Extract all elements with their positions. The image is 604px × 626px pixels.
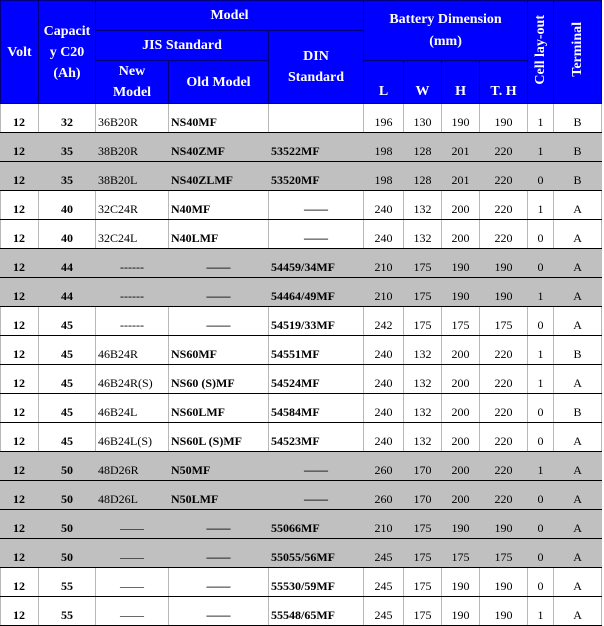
cell-terminal: A bbox=[554, 249, 602, 278]
cell-length: 210 bbox=[364, 510, 404, 539]
cell-length: 245 bbox=[364, 539, 404, 568]
cell-terminal: A bbox=[554, 597, 602, 626]
cell-capacity: 40 bbox=[39, 191, 96, 220]
cell-length: 198 bbox=[364, 133, 404, 162]
cell-capacity: 45 bbox=[39, 336, 96, 365]
cell-width: 175 bbox=[404, 307, 442, 336]
cell-terminal: A bbox=[554, 278, 602, 307]
cell-total-height: 175 bbox=[480, 307, 528, 336]
cell-total-height: 220 bbox=[480, 394, 528, 423]
cell-capacity: 50 bbox=[39, 452, 96, 481]
terminal-label: Terminal bbox=[570, 22, 586, 77]
cell-layout-value: 0 bbox=[528, 162, 554, 191]
header-old-model: Old Model bbox=[169, 61, 269, 104]
cell-height: 190 bbox=[442, 104, 480, 133]
cell-din-standard: 53522MF bbox=[269, 133, 364, 162]
table-row bbox=[1, 249, 602, 278]
cell-layout-value: 1 bbox=[528, 336, 554, 365]
header-w: W bbox=[404, 61, 442, 104]
cell-length: 240 bbox=[364, 220, 404, 249]
cell-din-standard: 54459/34MF bbox=[269, 249, 364, 278]
cell-height: 190 bbox=[442, 249, 480, 278]
cell-width: 132 bbox=[404, 365, 442, 394]
cell-din-standard: 54551MF bbox=[269, 336, 364, 365]
cell-total-height: 175 bbox=[480, 539, 528, 568]
cell-din-standard: —— bbox=[269, 481, 364, 510]
cell-volt: 12 bbox=[1, 307, 39, 336]
table-row bbox=[1, 539, 602, 568]
cell-length: 245 bbox=[364, 597, 404, 626]
cell-height: 175 bbox=[442, 307, 480, 336]
cell-capacity: 45 bbox=[39, 365, 96, 394]
cell-length: 260 bbox=[364, 481, 404, 510]
cell-terminal: B bbox=[554, 394, 602, 423]
cell-layout-value: 1 bbox=[528, 191, 554, 220]
cell-height: 190 bbox=[442, 510, 480, 539]
cell-total-height: 190 bbox=[480, 278, 528, 307]
table-row bbox=[1, 220, 602, 249]
cell-old-model: —— bbox=[169, 539, 269, 568]
cell-new-model: 32C24L bbox=[96, 220, 169, 249]
cell-volt: 12 bbox=[1, 104, 39, 133]
cell-din-standard: —— bbox=[269, 191, 364, 220]
cell-din-standard: 53520MF bbox=[269, 162, 364, 191]
cell-new-model: 46B24R bbox=[96, 336, 169, 365]
cell-total-height: 220 bbox=[480, 365, 528, 394]
cell-length: 240 bbox=[364, 336, 404, 365]
header-capacity: Capacit y C20 (Ah) bbox=[39, 1, 96, 104]
cell-volt: 12 bbox=[1, 162, 39, 191]
cell-terminal: A bbox=[554, 510, 602, 539]
cell-height: 201 bbox=[442, 162, 480, 191]
cell-layout-value: 1 bbox=[528, 133, 554, 162]
cell-total-height: 220 bbox=[480, 162, 528, 191]
cell-capacity: 45 bbox=[39, 307, 96, 336]
cell-terminal: B bbox=[554, 162, 602, 191]
cell-capacity: 45 bbox=[39, 423, 96, 452]
cell-length: 198 bbox=[364, 162, 404, 191]
cell-layout-value: 1 bbox=[528, 365, 554, 394]
table-row bbox=[1, 104, 602, 133]
header-din-standard: DIN Standard bbox=[269, 31, 364, 104]
cell-old-model: —— bbox=[169, 597, 269, 626]
cell-total-height: 190 bbox=[480, 104, 528, 133]
cell-layout-value: 1 bbox=[528, 278, 554, 307]
cell-volt: 12 bbox=[1, 423, 39, 452]
cell-length: 242 bbox=[364, 307, 404, 336]
cell-capacity: 50 bbox=[39, 510, 96, 539]
cell-new-model: 38B20L bbox=[96, 162, 169, 191]
cell-width: 130 bbox=[404, 104, 442, 133]
cell-volt: 12 bbox=[1, 191, 39, 220]
cell-width: 132 bbox=[404, 423, 442, 452]
cell-din-standard: 54519/33MF bbox=[269, 307, 364, 336]
cell-old-model: —— bbox=[169, 307, 269, 336]
cell-layout-value: 0 bbox=[528, 510, 554, 539]
cell-old-model: NS40MF bbox=[169, 104, 269, 133]
cell-volt: 12 bbox=[1, 568, 39, 597]
cell-layout-label: Cell lay-out bbox=[533, 14, 549, 85]
cell-total-height: 190 bbox=[480, 597, 528, 626]
header-jis-standard: JIS Standard bbox=[96, 31, 269, 61]
cell-height: 175 bbox=[442, 539, 480, 568]
cell-volt: 12 bbox=[1, 394, 39, 423]
cell-height: 200 bbox=[442, 191, 480, 220]
cell-volt: 12 bbox=[1, 220, 39, 249]
cell-height: 200 bbox=[442, 423, 480, 452]
cell-new-model: 36B20R bbox=[96, 104, 169, 133]
table-row bbox=[1, 452, 602, 481]
cell-length: 210 bbox=[364, 278, 404, 307]
cell-layout-value: 0 bbox=[528, 307, 554, 336]
cell-height: 201 bbox=[442, 133, 480, 162]
cell-layout-value: 0 bbox=[528, 539, 554, 568]
cell-width: 175 bbox=[404, 278, 442, 307]
table-header bbox=[1, 1, 602, 104]
cell-height: 200 bbox=[442, 481, 480, 510]
cell-total-height: 220 bbox=[480, 481, 528, 510]
table-row bbox=[1, 394, 602, 423]
cell-din-standard: —— bbox=[269, 220, 364, 249]
cell-capacity: 32 bbox=[39, 104, 96, 133]
cell-volt: 12 bbox=[1, 597, 39, 626]
header-new-model: New Model bbox=[96, 61, 169, 104]
cell-height: 200 bbox=[442, 220, 480, 249]
cell-volt: 12 bbox=[1, 249, 39, 278]
cell-old-model: NS60L (S)MF bbox=[169, 423, 269, 452]
cell-layout-value: 0 bbox=[528, 568, 554, 597]
header-h: H bbox=[442, 61, 480, 104]
header-l: L bbox=[364, 61, 404, 104]
table-row bbox=[1, 568, 602, 597]
cell-old-model: N50LMF bbox=[169, 481, 269, 510]
cell-terminal: B bbox=[554, 336, 602, 365]
cell-layout-value: 0 bbox=[528, 394, 554, 423]
cell-new-model: —— bbox=[96, 510, 169, 539]
cell-total-height: 220 bbox=[480, 336, 528, 365]
cell-old-model: N50MF bbox=[169, 452, 269, 481]
cell-old-model: —— bbox=[169, 278, 269, 307]
cell-terminal: A bbox=[554, 423, 602, 452]
cell-height: 200 bbox=[442, 365, 480, 394]
cell-width: 175 bbox=[404, 597, 442, 626]
cell-old-model: NS60 (S)MF bbox=[169, 365, 269, 394]
cell-capacity: 50 bbox=[39, 539, 96, 568]
cell-capacity: 45 bbox=[39, 394, 96, 423]
table-row bbox=[1, 133, 602, 162]
cell-width: 128 bbox=[404, 133, 442, 162]
cell-length: 196 bbox=[364, 104, 404, 133]
cell-height: 190 bbox=[442, 597, 480, 626]
cell-terminal: A bbox=[554, 568, 602, 597]
cell-capacity: 55 bbox=[39, 568, 96, 597]
cell-layout-value: 0 bbox=[528, 249, 554, 278]
table-row bbox=[1, 423, 602, 452]
cell-height: 200 bbox=[442, 452, 480, 481]
cell-width: 132 bbox=[404, 336, 442, 365]
table-row bbox=[1, 307, 602, 336]
cell-din-standard: —— bbox=[269, 452, 364, 481]
cell-width: 132 bbox=[404, 394, 442, 423]
table-row bbox=[1, 191, 602, 220]
cell-volt: 12 bbox=[1, 481, 39, 510]
cell-volt: 12 bbox=[1, 510, 39, 539]
cell-capacity: 35 bbox=[39, 133, 96, 162]
cell-total-height: 220 bbox=[480, 423, 528, 452]
table-row bbox=[1, 481, 602, 510]
cell-new-model: 46B24L(S) bbox=[96, 423, 169, 452]
cell-din-standard: 54524MF bbox=[269, 365, 364, 394]
cell-length: 210 bbox=[364, 249, 404, 278]
table-row bbox=[1, 365, 602, 394]
header-model: Model bbox=[96, 1, 364, 31]
cell-layout-value: 1 bbox=[528, 104, 554, 133]
cell-total-height: 190 bbox=[480, 249, 528, 278]
cell-din-standard: 54464/49MF bbox=[269, 278, 364, 307]
cell-layout-value: 1 bbox=[528, 452, 554, 481]
cell-capacity: 40 bbox=[39, 220, 96, 249]
header-th: T. H bbox=[480, 61, 528, 104]
table-body bbox=[1, 104, 602, 626]
cell-width: 175 bbox=[404, 510, 442, 539]
cell-terminal: A bbox=[554, 191, 602, 220]
header-terminal bbox=[554, 1, 602, 104]
cell-new-model: ------ bbox=[96, 278, 169, 307]
cell-old-model: NS60LMF bbox=[169, 394, 269, 423]
cell-total-height: 190 bbox=[480, 510, 528, 539]
table-row bbox=[1, 162, 602, 191]
table-row bbox=[1, 510, 602, 539]
header-cell-layout bbox=[528, 1, 554, 104]
cell-height: 200 bbox=[442, 336, 480, 365]
cell-width: 170 bbox=[404, 481, 442, 510]
cell-width: 175 bbox=[404, 568, 442, 597]
cell-total-height: 190 bbox=[480, 568, 528, 597]
cell-layout-value: 0 bbox=[528, 481, 554, 510]
cell-length: 240 bbox=[364, 394, 404, 423]
cell-new-model: —— bbox=[96, 597, 169, 626]
cell-total-height: 220 bbox=[480, 133, 528, 162]
cell-new-model: ------ bbox=[96, 307, 169, 336]
cell-volt: 12 bbox=[1, 365, 39, 394]
cell-old-model: N40MF bbox=[169, 191, 269, 220]
cell-volt: 12 bbox=[1, 539, 39, 568]
cell-length: 240 bbox=[364, 191, 404, 220]
cell-capacity: 44 bbox=[39, 249, 96, 278]
cell-new-model: 32C24R bbox=[96, 191, 169, 220]
cell-width: 175 bbox=[404, 249, 442, 278]
cell-terminal: A bbox=[554, 365, 602, 394]
cell-length: 260 bbox=[364, 452, 404, 481]
cell-capacity: 55 bbox=[39, 597, 96, 626]
cell-new-model: 46B24L bbox=[96, 394, 169, 423]
cell-new-model: —— bbox=[96, 539, 169, 568]
table-row bbox=[1, 278, 602, 307]
cell-width: 175 bbox=[404, 539, 442, 568]
cell-total-height: 220 bbox=[480, 191, 528, 220]
cell-volt: 12 bbox=[1, 452, 39, 481]
cell-new-model: —— bbox=[96, 568, 169, 597]
cell-width: 128 bbox=[404, 162, 442, 191]
cell-layout-value: 0 bbox=[528, 220, 554, 249]
table-row bbox=[1, 597, 602, 626]
cell-width: 132 bbox=[404, 220, 442, 249]
cell-terminal: B bbox=[554, 104, 602, 133]
cell-length: 240 bbox=[364, 365, 404, 394]
cell-new-model: 48D26R bbox=[96, 452, 169, 481]
cell-din-standard: 55055/56MF bbox=[269, 539, 364, 568]
cell-height: 190 bbox=[442, 568, 480, 597]
cell-terminal: A bbox=[554, 220, 602, 249]
cell-old-model: NS60MF bbox=[169, 336, 269, 365]
cell-terminal: A bbox=[554, 307, 602, 336]
cell-capacity: 50 bbox=[39, 481, 96, 510]
cell-din-standard: 55548/65MF bbox=[269, 597, 364, 626]
cell-length: 245 bbox=[364, 568, 404, 597]
cell-old-model: NS40ZMF bbox=[169, 133, 269, 162]
cell-terminal: B bbox=[554, 133, 602, 162]
cell-height: 200 bbox=[442, 394, 480, 423]
cell-terminal: A bbox=[554, 539, 602, 568]
header-volt: Volt bbox=[1, 1, 39, 104]
cell-din-standard: 54523MF bbox=[269, 423, 364, 452]
cell-width: 170 bbox=[404, 452, 442, 481]
cell-old-model: —— bbox=[169, 249, 269, 278]
cell-total-height: 220 bbox=[480, 452, 528, 481]
cell-old-model: NS40ZLMF bbox=[169, 162, 269, 191]
cell-capacity: 35 bbox=[39, 162, 96, 191]
cell-new-model: 48D26L bbox=[96, 481, 169, 510]
cell-new-model: 38B20R bbox=[96, 133, 169, 162]
cell-din-standard: 55066MF bbox=[269, 510, 364, 539]
table-row bbox=[1, 336, 602, 365]
cell-height: 190 bbox=[442, 278, 480, 307]
cell-old-model: —— bbox=[169, 510, 269, 539]
cell-terminal: A bbox=[554, 452, 602, 481]
cell-old-model: —— bbox=[169, 568, 269, 597]
cell-layout-value: 0 bbox=[528, 423, 554, 452]
cell-volt: 12 bbox=[1, 336, 39, 365]
cell-total-height: 220 bbox=[480, 220, 528, 249]
cell-new-model: ------ bbox=[96, 249, 169, 278]
cell-volt: 12 bbox=[1, 278, 39, 307]
cell-layout-value: 1 bbox=[528, 597, 554, 626]
cell-new-model: 46B24R(S) bbox=[96, 365, 169, 394]
cell-volt: 12 bbox=[1, 133, 39, 162]
header-battery-dimension: Battery Dimension (mm) bbox=[364, 1, 528, 61]
cell-width: 132 bbox=[404, 191, 442, 220]
cell-capacity: 44 bbox=[39, 278, 96, 307]
cell-din-standard: 54584MF bbox=[269, 394, 364, 423]
cell-din-standard bbox=[269, 104, 364, 133]
cell-terminal: A bbox=[554, 481, 602, 510]
cell-old-model: N40LMF bbox=[169, 220, 269, 249]
cell-din-standard: 55530/59MF bbox=[269, 568, 364, 597]
cell-length: 240 bbox=[364, 423, 404, 452]
